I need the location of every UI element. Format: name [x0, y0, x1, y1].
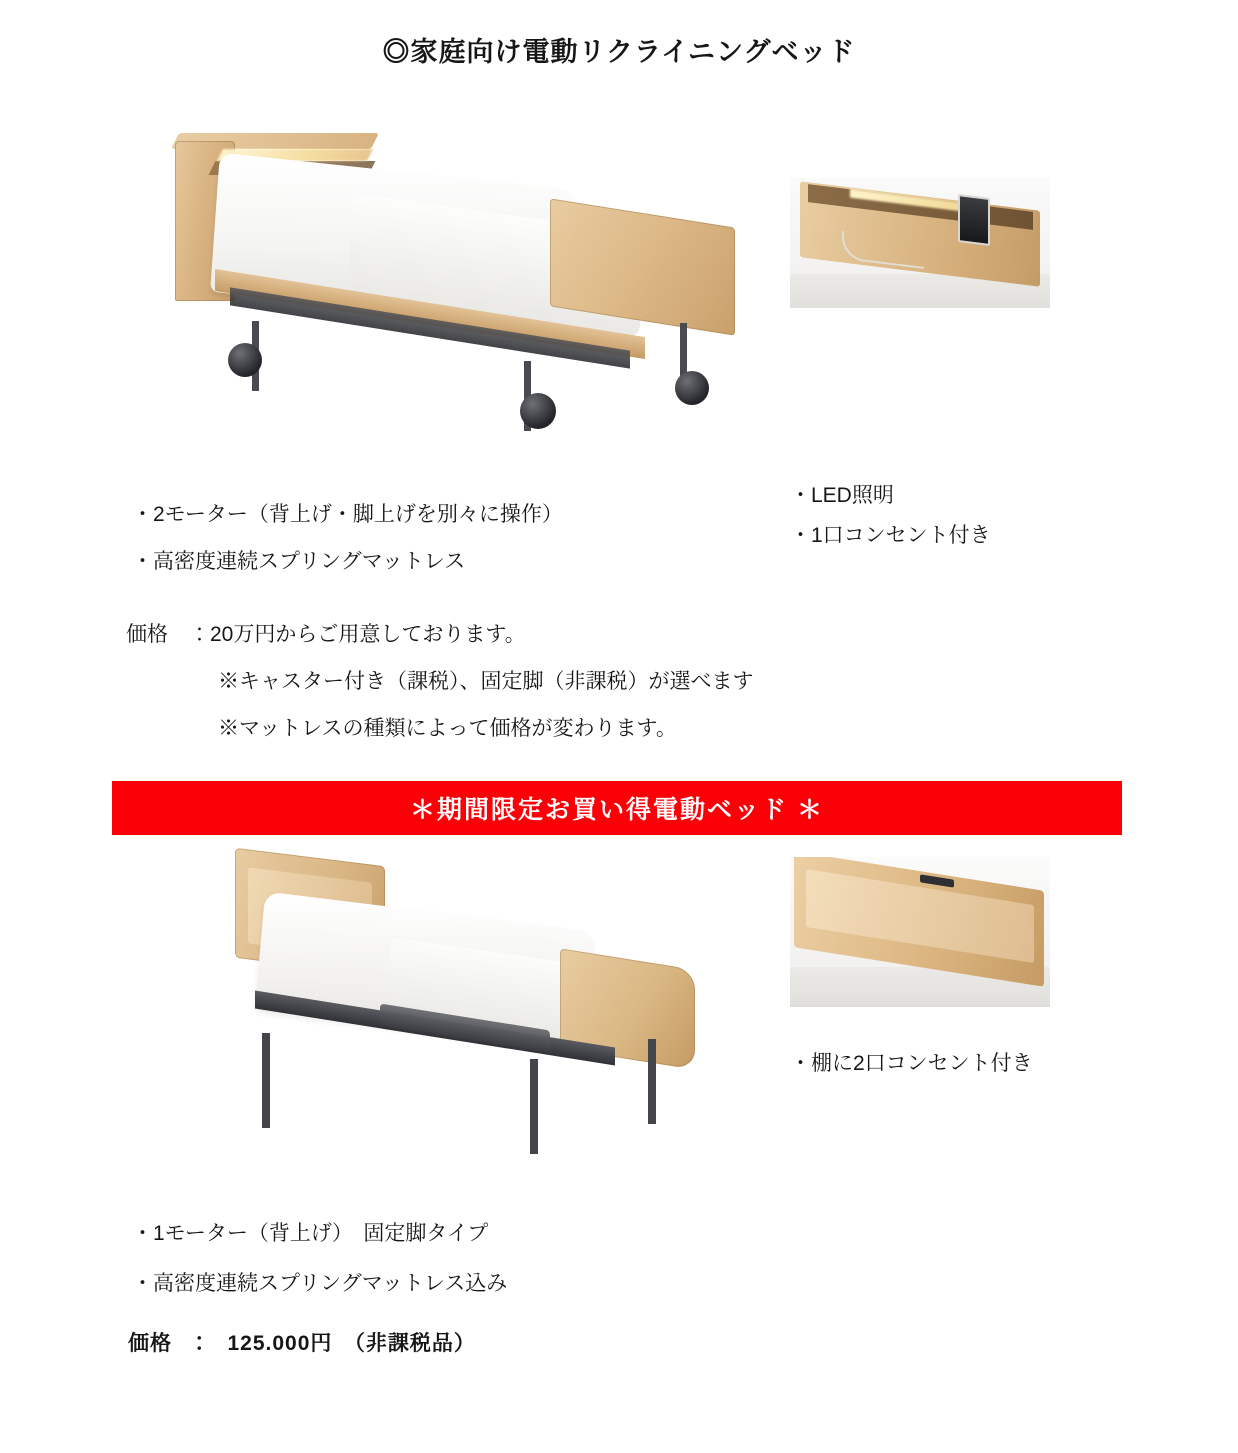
detail-note: ・1口コンセント付き	[790, 524, 991, 548]
limited-offer-banner: ＊期間限定お買い得電動ベッド ＊	[112, 781, 1122, 835]
section2-detail-notes	[790, 1047, 1033, 1077]
detail-note: ・棚に2口コンセント付き	[790, 1051, 1033, 1075]
section1-price-block	[126, 611, 1238, 753]
fixed-leg	[262, 1033, 270, 1128]
section1-features	[132, 492, 1238, 584]
caster-wheel	[675, 371, 709, 405]
budget-electric-bed-photo	[200, 849, 800, 1169]
section2-price: 価格 ： 125.000円 （非課税品）	[128, 1332, 476, 1356]
feature-item: ・2モーター（背上げ・脚上げを別々に操作）	[132, 503, 563, 527]
electric-reclining-bed-photo	[120, 93, 740, 443]
outlet-panel	[958, 194, 990, 246]
price-note: ※マットレスの種類によって価格が変わります。	[218, 717, 677, 741]
section2-image-row	[0, 849, 1238, 1179]
fixed-leg	[648, 1039, 656, 1124]
section1-detail-notes	[790, 476, 991, 556]
feature-item: ・高密度連続スプリングマットレス	[132, 549, 466, 573]
caster-wheel	[520, 393, 556, 429]
price-label: 価格 ：20万円からご用意しております。	[126, 622, 526, 646]
fixed-leg	[530, 1059, 538, 1154]
feature-item: ・1モーター（背上げ） 固定脚タイプ	[132, 1221, 489, 1245]
section2-features	[132, 1209, 1238, 1310]
price-note: ※キャスター付き（課税）、固定脚（非課税）が選べます	[218, 670, 754, 694]
shelf-two-outlet-photo	[790, 857, 1050, 1007]
page-title: ◎家庭向け電動リクライニングベッド	[382, 37, 856, 67]
feature-item: ・高密度連続スプリングマットレス込み	[132, 1271, 508, 1295]
headboard-led-outlet-photo	[790, 178, 1050, 308]
detail-note: ・LED照明	[790, 484, 894, 508]
